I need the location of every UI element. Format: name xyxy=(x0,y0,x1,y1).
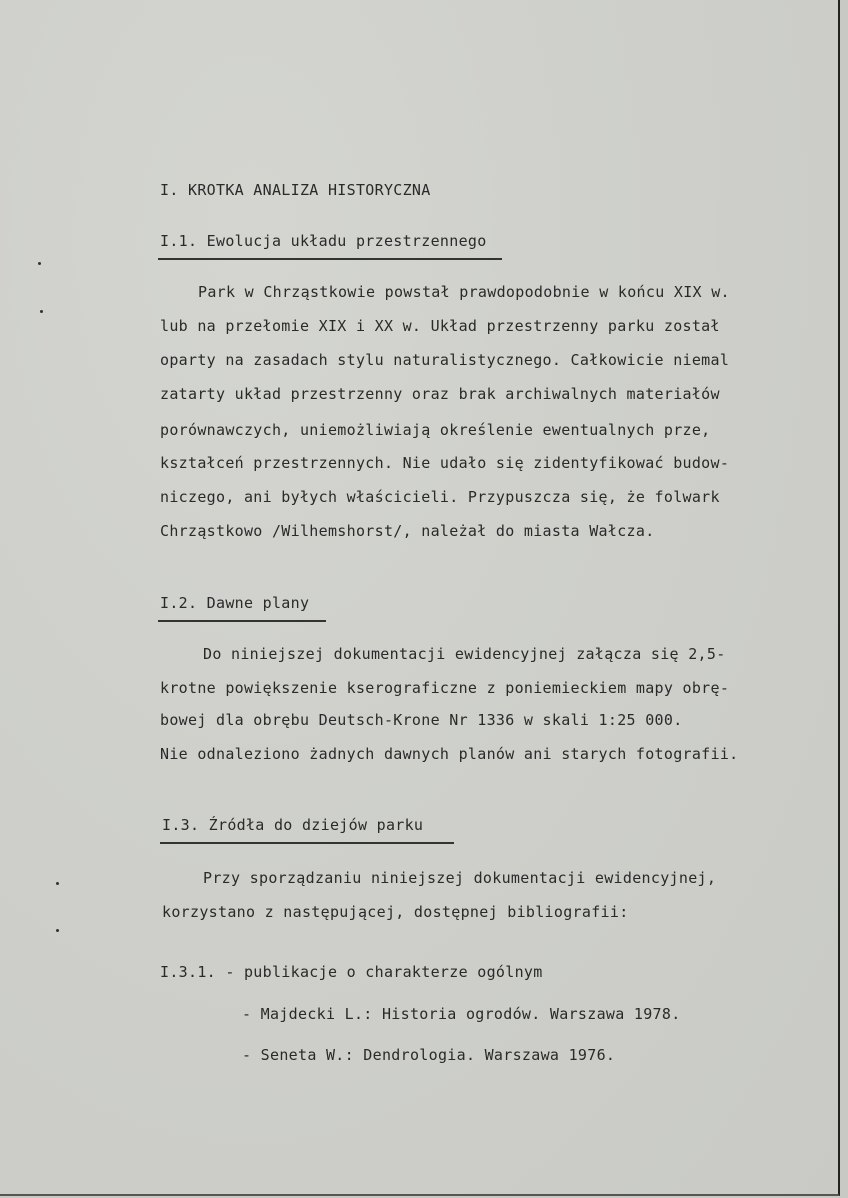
section-heading-1-underline xyxy=(158,258,502,260)
scan-speck xyxy=(56,882,59,885)
main-title: I. KROTKA ANALIZA HISTORYCZNA xyxy=(160,181,431,199)
paragraph-line: Przy sporządzaniu niniejszej dokumentacji ewidencyjnej, xyxy=(203,869,717,887)
paragraph-line: lub na przełomie XIX i XX w. Układ przestrzenny parku został xyxy=(160,317,720,335)
paragraph-line: krotne powiększenie kserograficzne z poniemieckiem mapy obrę- xyxy=(160,679,730,697)
paragraph-line: bowej dla obrębu Deutsch-Krone Nr 1336 w skali 1:25 000. xyxy=(160,711,683,729)
paragraph-line: Nie odnaleziono żadnych dawnych planów ani starych fotografii. xyxy=(160,745,739,763)
paragraph-line: Chrząstkowo /Wilhemshorst/, należał do miasta Wałcza. xyxy=(160,522,655,540)
paragraph-line: porównawczych, uniemożliwiają określenie ewentualnych prze, xyxy=(160,421,711,439)
section-heading-1: I.1. Ewolucja układu przestrzennego xyxy=(160,232,487,250)
scan-speck xyxy=(40,310,43,313)
paragraph-line: zatarty układ przestrzenny oraz brak archiwalnych materiałów xyxy=(160,385,720,403)
scan-speck xyxy=(56,929,59,932)
section-heading-2: I.2. Dawne plany xyxy=(160,594,310,612)
bibliography-item: - Seneta W.: Dendrologia. Warszawa 1976. xyxy=(242,1046,616,1064)
scan-speck xyxy=(38,262,41,265)
paragraph-line: korzystano z następującej, dostępnej bibliografii: xyxy=(162,903,629,921)
section-heading-3-underline xyxy=(160,842,454,844)
paragraph-line: Park w Chrząstkowie powstał prawdopodobnie w końcu XIX w. xyxy=(198,283,730,301)
bibliography-item: - Majdecki L.: Historia ogrodów. Warszawa 1978. xyxy=(242,1005,681,1023)
paragraph-line: Do niniejszej dokumentacji ewidencyjnej załącza się 2,5- xyxy=(203,645,726,663)
subsection-heading: I.3.1. - publikacje o charakterze ogólnym xyxy=(160,963,543,981)
paragraph-line: oparty na zasadach stylu naturalistycznego. Całkowicie niemal xyxy=(160,351,730,369)
paragraph-line: kształceń przestrzennych. Nie udało się zidentyfikować budow- xyxy=(160,454,730,472)
paragraph-line: niczego, ani byłych właścicieli. Przypuszcza się, że folwark xyxy=(160,488,720,506)
section-heading-3: I.3. Źródła do dziejów parku xyxy=(162,816,424,834)
section-heading-2-underline xyxy=(158,620,326,622)
